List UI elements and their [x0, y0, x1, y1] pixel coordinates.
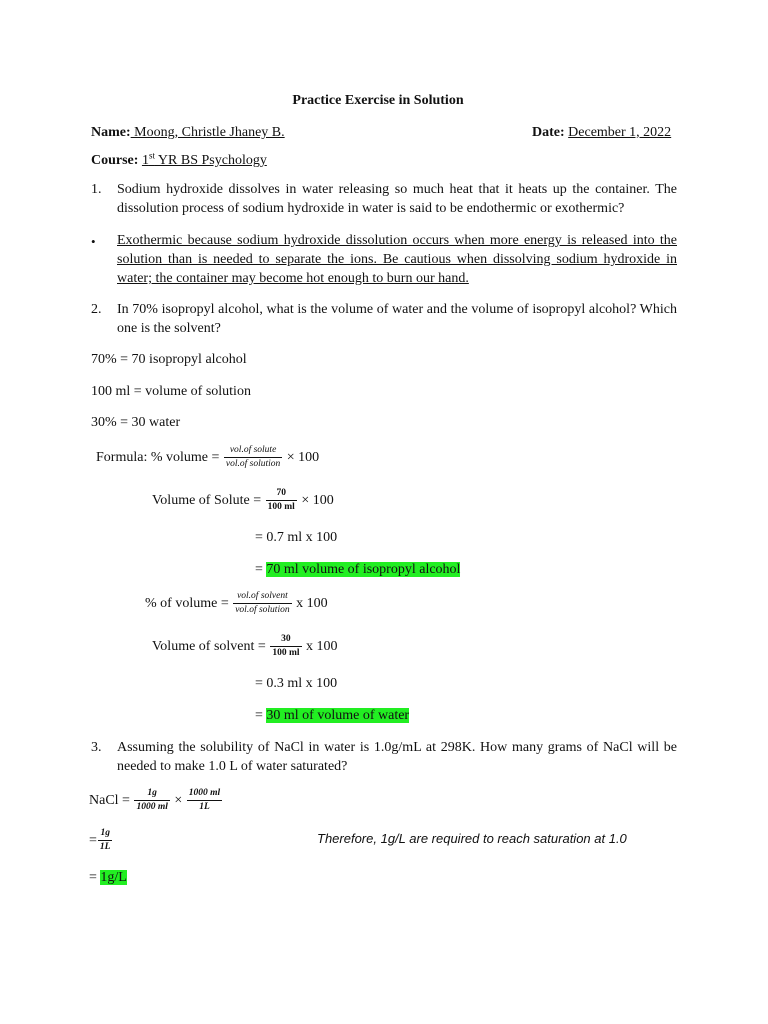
solvent-multiplier: x 100	[306, 639, 338, 654]
date-line	[532, 124, 671, 142]
times-sign: ×	[174, 793, 183, 808]
q3-final-result: = 1g/L	[89, 870, 127, 885]
q2-percent-volume	[145, 589, 328, 619]
question-3-text: Assuming the solubility of NaCl in water is 1.0g/mL at 298K. How many grams of NaCl will be needed to make 1.0 L of water saturated?	[117, 740, 677, 774]
question-1-number: 1.	[91, 182, 102, 197]
pct-multiplier: x 100	[296, 596, 328, 611]
q2-given-volume: 100 ml = volume of solution	[91, 384, 251, 399]
solvent-answer-highlight: 30 ml of volume of water	[266, 708, 410, 723]
q3-therefore-note: Therefore, 1g/L are required to reach saturation at 1.0	[317, 831, 627, 846]
q2-solvent-result: = 30 ml of volume of water	[255, 708, 410, 723]
formula-label: Formula: % volume =	[96, 450, 220, 465]
bullet-icon: •	[91, 234, 96, 249]
final-answer-highlight: 1g/L	[100, 870, 127, 885]
solute-label: Volume of Solute =	[152, 493, 262, 508]
formula-fraction: $\frac{\text{vol.of solute}}{\text{vol.of solution}}$	[225, 445, 281, 470]
question-2-text: In 70% isopropyl alcohol, what is the volume of water and the volume of isopropyl alcohol? Which one is the solvent?	[117, 302, 677, 336]
q2-solute-step: = 0.7 ml x 100	[255, 530, 338, 545]
name-line	[91, 124, 285, 142]
nacl-fraction-3: $\frac{1g}{1L}$	[99, 828, 111, 853]
date-value: December 1, 2022	[568, 125, 672, 140]
pct-fraction: $\frac{\text{vol.of solvent}}{\text{vol.of solution}}$	[235, 591, 290, 616]
formula-multiplier: × 100	[286, 450, 320, 465]
course-label: Course:	[91, 153, 139, 168]
question-1-text: Sodium hydroxide dissolves in water releasing so much heat that it heats up the container. The dissolution process of sodium hydroxide in water is said to be endothermic or exothermic?	[117, 182, 677, 216]
name-label: Name:	[91, 125, 131, 140]
nacl-label: NaCl =	[89, 793, 130, 808]
course-line	[91, 152, 267, 170]
name-value: Moong, Christle Jhaney B.	[130, 125, 285, 140]
solvent-label: Volume of solvent =	[152, 639, 266, 654]
solute-fraction: $\frac{70}{100 ml}$	[267, 488, 295, 513]
q2-solute-result: = 70 ml volume of isopropyl alcohol	[255, 562, 461, 577]
q2-given-percent: 70% = 70 isopropyl alcohol	[91, 352, 247, 367]
date-label: Date:	[532, 125, 565, 140]
q3-nacl-calc	[89, 786, 223, 816]
page-title: Practice Exercise in Solution	[292, 93, 464, 108]
question-1-answer: Exothermic because sodium hydroxide dissolution occurs when more energy is released into the solution than is needed to separate the ions. Be cautious when dissolving sodium hydroxide in water; the container may become hot enough to burn our hand.	[117, 233, 677, 286]
nacl-fraction-1: $\frac{1g}{1000 ml}$	[136, 788, 168, 813]
q2-formula	[96, 443, 319, 473]
q2-solute-calc	[152, 486, 334, 516]
course-value: 1st YR BS Psychology	[141, 150, 267, 168]
q2-solvent-step: = 0.3 ml x 100	[255, 676, 338, 691]
solvent-fraction: $\frac{30}{100 ml}$	[272, 634, 300, 659]
question-2-number: 2.	[91, 302, 102, 317]
nacl-fraction-2: $\frac{1000 ml}{1L}$	[188, 788, 221, 813]
pct-label: % of volume =	[145, 596, 229, 611]
solute-answer-highlight: 70 ml volume of isopropyl alcohol	[266, 562, 461, 577]
solute-multiplier: × 100	[301, 493, 334, 508]
question-3-number: 3.	[91, 740, 102, 755]
q2-given-water: 30% = 30 water	[91, 415, 181, 430]
q3-simplified: = $\frac{1g}{1L}$	[89, 828, 111, 853]
q2-solvent-calc	[152, 632, 338, 662]
